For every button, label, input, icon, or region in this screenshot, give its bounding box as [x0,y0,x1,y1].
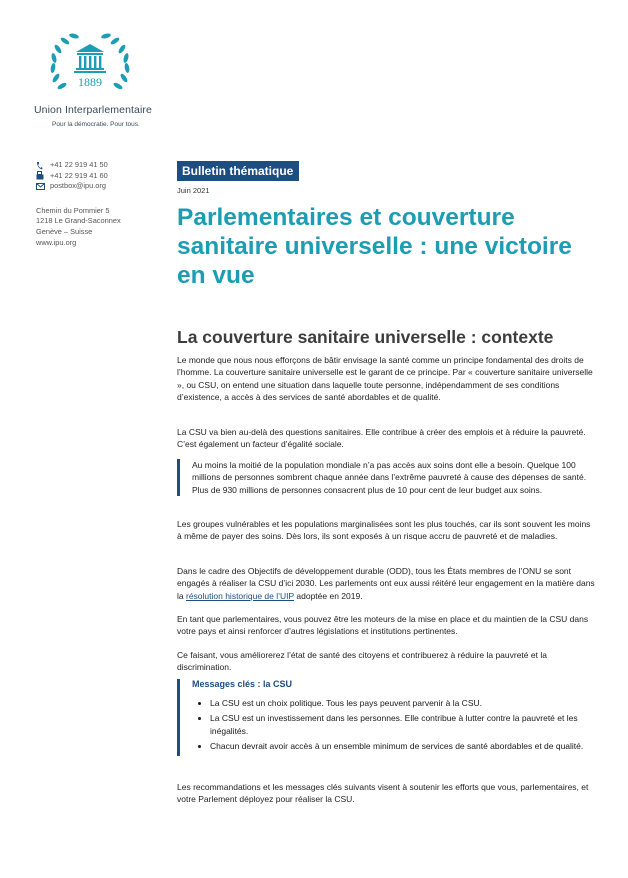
contact-email[interactable]: postbox@ipu.org [50,181,106,190]
paragraph-beyond-health: La CSU va bien au-delà des questions sanitaires. Elle contribue à créer des emplois et à réduire la pauvreté. C’est également un facteur d’égalité sociale. [177,427,586,450]
website-link[interactable]: www.ipu.org [36,237,77,247]
contact-block [36,160,121,249]
bulletin-badge: Bulletin thématique [177,161,299,181]
sdg-text: Dans le cadre des Objectifs de développement durable (ODD), tous les États membres de l’ONU se sont engagés à réaliser la CSU d’ici 2030. Les parlements ont eux aussi réitéré leur engagement en la matière dans la [177,566,595,601]
ipu-logo [40,24,140,104]
org-tagline: Pour la démocratie. Pour tous. [52,121,140,128]
email-icon [36,181,50,191]
key-messages-box [177,679,597,756]
contact-address [36,206,121,249]
key-messages-list [192,697,597,753]
paragraph-sdg [177,565,597,602]
key-message-item: • La CSU est un choix politique. Tous les pays peuvent parvenir à la CSU. [210,697,597,709]
paragraph-parliamentarians: En tant que parlementaires, vous pouvez être les moteurs de la mise en place et du maintien de la CSU dans votre pays et ainsi renforcer d’autres législations et institutions pertinentes. [177,614,589,637]
ipu-resolution-link[interactable]: résolution historique de l’UIP [185,590,295,601]
paragraph-intro: Le monde que nous nous efforçons de bâtir envisage la santé comme un principe fondamental des droits de l’homme. La couverture sanitaire universelle est le garant de ce principe. Par « couverture sanitaire universelle », ou CSU, on entend une situation dans laquelle toute personne, indépendamment de ses conditions d’existence, a accès à des services de santé abordables et de qualité. [177,355,593,403]
paragraph-vulnerable-groups: Les groupes vulnérables et les populations marginalisées sont les plus touchés, car ils sont souvent les moins à même de payer des soins. Dès lors, ils sont exposés à un risque accru de pauvreté et de maladies. [177,519,591,542]
paragraph-recommendations: Les recommandations et les messages clés suivants visent à soutenir les efforts que vous, parlementaires, et votre Parlement déployez pour réaliser la CSU. [177,782,589,805]
logo-year: 1889 [78,75,102,89]
page-title: Parlementaires et couverture sanitaire universelle : une victoire en vue [177,204,572,289]
key-message-item: • La CSU est un investissement dans les personnes. Elle contribue à lutter contre la pauvreté et les inégalités. [210,712,597,737]
phone-icon [36,160,50,170]
address-line: Genève – Suisse [36,227,93,237]
sdg-text-end: adoptée en 2019. [294,590,363,601]
paragraph-outcomes: Ce faisant, vous améliorerez l’état de santé des citoyens et contribuerez à réduire la pauvreté et la discrimination. [177,650,547,673]
fax-icon [36,171,50,181]
address-line: 1218 Le Grand-Saconnex [36,216,121,226]
key-messages-title: Messages clés : la CSU [192,679,293,689]
statistics-callout: Au moins la moitié de la population mondiale n’a pas accès aux soins dont elle a besoin. Quelque 100 millions de personnes sombrent chaque année dans l’extrême pauvreté à cause des dépenses de santé. Plus de 930 millions de personnes consacrent plus de 10 pour cent de leur budget aux soins. [177,459,597,496]
key-message-item: • Chacun devrait avoir accès à un ensemble minimum de services de santé abordables et de qualité. [210,740,597,752]
contact-fax[interactable]: +41 22 919 41 60 [50,170,108,180]
contact-phone[interactable]: +41 22 919 41 50 [50,160,108,169]
publication-date: Juin 2021 [177,186,210,195]
section-title: La couverture sanitaire universelle : contexte [177,327,554,347]
org-name: Union Interparlementaire [34,104,152,116]
address-line: Chemin du Pommier 5 [36,205,110,215]
